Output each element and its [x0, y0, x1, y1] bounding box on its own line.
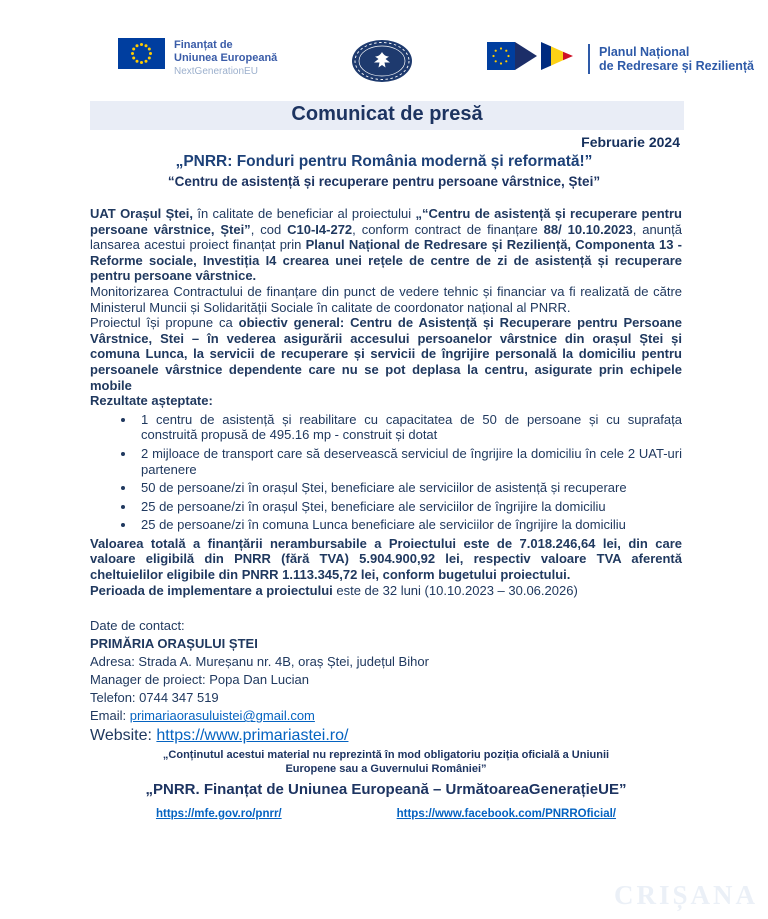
pnrr-logo-line2: de Redresare și Reziliență [599, 58, 754, 73]
pnrr-logo [487, 38, 754, 79]
pnrr-slogan: „PNRR. Finanțat de Uniunea Europeană – UrmătoareaGenerațieUE” [145, 781, 627, 799]
list-item: • 25 de persoane/zi în orașul Ștei, beneficiare ale serviciilor de îngrijire la domiciliu [136, 499, 682, 515]
list-item: • 1 centru de asistență și reabilitare cu capacitatea de 50 de persoane și cu suprafața construită propusă de 495.16 mp - construit și dotat [136, 412, 682, 443]
mfe-pnrr-link[interactable]: https://mfe.gov.ro/pnrr/ [155, 807, 282, 820]
website-label: Website: [90, 727, 157, 745]
paragraph-total-value: Valoarea totală a finanțării nerambursabile a Proiectului este de 7.018.246,64 lei, din care valoare eligibilă din PNRR (fără TVA) 5.904.900,92 lei, respectiv valoare TVA aferentă cheltuielilor eligibile din PNRR 1.113.345,72 lei, conform bugetului proiectului. [90, 535, 682, 583]
pnrr-logo-line1: Planul Național [599, 44, 690, 59]
eu-funded-logo [118, 38, 277, 79]
eu-flag-icon [118, 38, 165, 74]
eu-logo-line3: NextGenerationEU [174, 66, 258, 77]
email-label: Email: [90, 708, 130, 724]
contact-manager: Manager de proiect: Popa Dan Lucian [90, 672, 309, 688]
website-link[interactable]: https://www.primariastei.ro/ [156, 727, 349, 745]
contact-heading: Date de contact: [90, 618, 185, 634]
eu-logo-line1: Finanțat de [174, 39, 233, 51]
contact-phone: Telefon: 0744 347 519 [90, 690, 219, 706]
contact-address: Adresa: Strada A. Mureșanu nr. 4B, oraș Ștei, județul Bihor [90, 654, 429, 670]
page-title: Comunicat de presă [291, 103, 483, 125]
eu-logo-text [174, 38, 277, 79]
headline: „PNRR: Fonduri pentru România modernă și reformată!” [175, 153, 593, 170]
list-item: • 2 mijloace de transport care să deservească serviciul de îngrijire la domiciliu în cele 2 UAT-uri partenere [136, 446, 682, 477]
list-item: • 50 de persoane/zi în orașul Ștei, beneficiare ale serviciilor de asistență și recuperare [136, 480, 682, 496]
disclaimer: „Conținutul acestui material nu reprezintă în mod obligatoriu poziția oficială a Uniunii Europene sau a Guvernului României” [162, 749, 610, 776]
header-logos [0, 0, 768, 89]
paragraph-beneficiary: UAT Orașul Ștei, în calitate de beneficiar al proiectului „“Centru de asistență și recuperare pentru persoane vârstnice, Ștei”, cod C10-I4-272, conform contract de finanțare 88/ 10.10.2023, anunță lansarea acestui proiect finanțat prin Planul Național de Redresare și Reziliență, Componenta 13 - Reforme sociale, Investiția I4 crearea unei rețele de centre de zi de asistență și recuperare pentru persoane vârstnice. [90, 206, 682, 284]
pnrr-logo-text [599, 45, 754, 73]
title-band [90, 101, 684, 130]
pnrr-arrows-icon [487, 38, 579, 79]
contact-organization: PRIMĂRIA ORAȘULUI ȘTEI [90, 636, 258, 652]
paragraph-implementation-period: Perioada de implementare a proiectului este de 32 luni (10.10.2023 – 30.06.2026) [90, 582, 578, 598]
document-body [90, 206, 682, 822]
romanian-government-seal-icon [350, 38, 414, 89]
contact-email-line [90, 707, 682, 725]
email-link[interactable]: primariaorasuluistei@gmail.com [129, 708, 315, 724]
date: Februarie 2024 [581, 134, 680, 150]
eu-logo-line2: Uniunea Europeană [174, 52, 278, 64]
footer-links [90, 807, 682, 823]
results-list [90, 412, 682, 533]
crisana-watermark: CRIȘANA [613, 880, 758, 910]
facebook-pnrr-link[interactable]: https://www.facebook.com/PNRROficial/ [396, 807, 617, 820]
subtitle: “Centru de asistență și recuperare pentru persoane vârstnice, Ștei” [167, 174, 601, 189]
results-heading: Rezultate așteptate: [90, 393, 213, 409]
pnrr-logo-divider [588, 44, 590, 74]
contact-block [90, 617, 682, 746]
paragraph-objective: Proiectul își propune ca obiectiv general: Centru de Asistență și Recuperare pentru Persoane Vârstnice, Stei – în vederea asigurării accesului persoanelor vârstnice din orașul Ștei și comuna Lunca, la servicii de recuperare și servicii de îngrijire personală la domiciliu pentru persoanele vârstnice dependente care nu se pot deplasa la centru, asigurate prin echipele mobile [90, 315, 683, 393]
contact-website-line [90, 725, 682, 746]
paragraph-monitoring: Monitorizarea Contractului de finanțare din punct de vedere tehnic și financiar va fi realizată de către Ministerul Muncii și Solidarității Sociale în calitate de coordonator național al PNRR. [90, 283, 682, 315]
list-item: • 25 de persoane/zi în comuna Lunca beneficiare ale serviciilor de îngrijire la domiciliu [136, 517, 682, 533]
